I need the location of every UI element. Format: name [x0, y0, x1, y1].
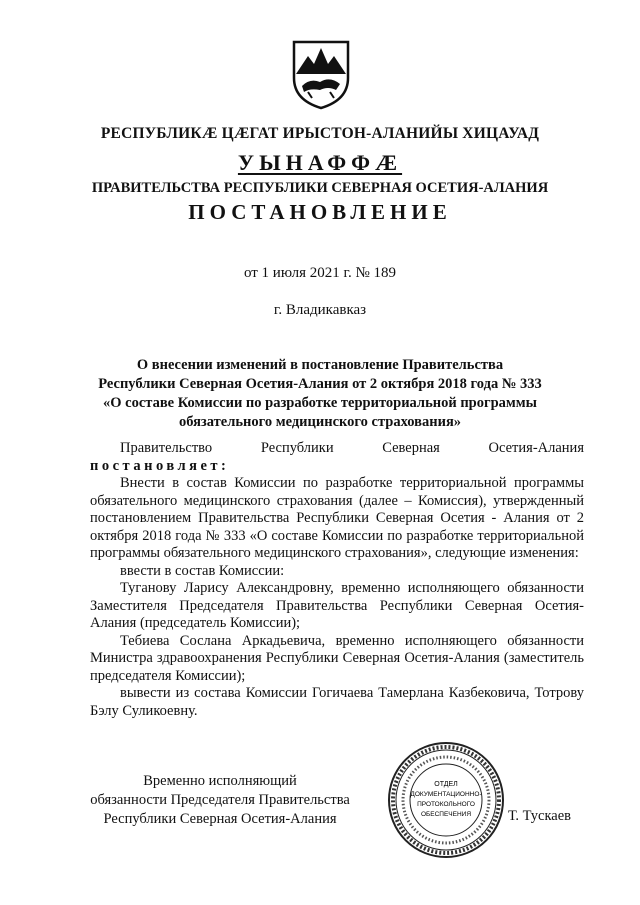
header-decree-title: ПОСТАНОВЛЕНИЕ [188, 200, 452, 224]
header-government-russian: ПРАВИТЕЛЬСТВА РЕСПУБЛИКИ СЕВЕРНАЯ ОСЕТИЯ-АЛАНИЯ [91, 180, 549, 196]
header-decree-ossetian: УЫНАФФӔ [237, 150, 403, 175]
seal-text: ОБЕСПЕЧЕНИЯ [420, 811, 472, 818]
seal-text: ПРОТОКОЛЬНОГО [417, 801, 475, 808]
paragraph-intro: Правительство Республики Северная Осетия-Алания [120, 440, 584, 456]
paragraph-changes: Внести в состав Комиссии по разработке территориальной программы обязательного медицинского страхования (далее – Комиссия), утвержденный постановлением Правительства Республики Северная Осетия - Алания от 2 октября 2018 года № 333 «О составе Комиссии по разработке территориальной программы обязательного медицинского страхования», следующие изменения: [90, 475, 584, 561]
seal-text: ДОКУМЕНТАЦИОННО- [410, 791, 482, 798]
signatory-name: Т. Тускаев [508, 808, 572, 824]
paragraph-member-1: Туганову Ларису Александровну, временно исполняющего обязанности Заместителя Председателя Правительства Республики Северная Осетия-Алания (председатель Комиссии); [90, 580, 584, 631]
seal-text: ОТДЕЛ [434, 781, 458, 788]
signature-block [60, 772, 380, 829]
signature-title-line: обязанности Председателя Правительства [90, 792, 350, 808]
paragraph-remove: вывести из состава Комиссии Гогичаева Тамерлана Казбековича, Тотрову Бэлу Суликоевну. [90, 685, 584, 719]
decree-city: г. Владикавказ [273, 302, 367, 318]
decree-date-number: от 1 июля 2021 г. № 189 [243, 265, 397, 281]
signature-title-line: Временно исполняющий [143, 773, 297, 789]
coat-of-arms-emblem [290, 38, 352, 110]
paragraph-add: ввести в состав Комиссии: [120, 562, 285, 579]
document-title [60, 356, 580, 432]
title-line: О внесении изменений в постановление Правительства [136, 357, 504, 373]
title-line: Республики Северная Осетия-Алания от 2 октября 2018 года № 333 [98, 376, 542, 392]
document-body [90, 440, 584, 720]
signature-title-line: Республики Северная Осетия-Алания [103, 811, 337, 827]
official-seal-stamp [385, 740, 507, 860]
title-line: обязательного медицинского страхования» [178, 414, 462, 430]
resolves-word: постановляет: [90, 457, 230, 474]
paragraph-resolves [90, 458, 584, 476]
paragraph-member-2: Тебиева Сослана Аркадьевича, временно исполняющего обязанности Министра здравоохранения Республики Северная Осетия-Алания (заместитель председателя Комиссии); [90, 632, 584, 684]
header-ossetian-government: РЕСПУБЛИКӔ ЦӔГАТ ИРЫСТОН-АЛАНИЙЫ ХИЦАУАД [100, 125, 540, 142]
title-line: «О составе Комиссии по разработке территориальной программы [103, 395, 537, 411]
